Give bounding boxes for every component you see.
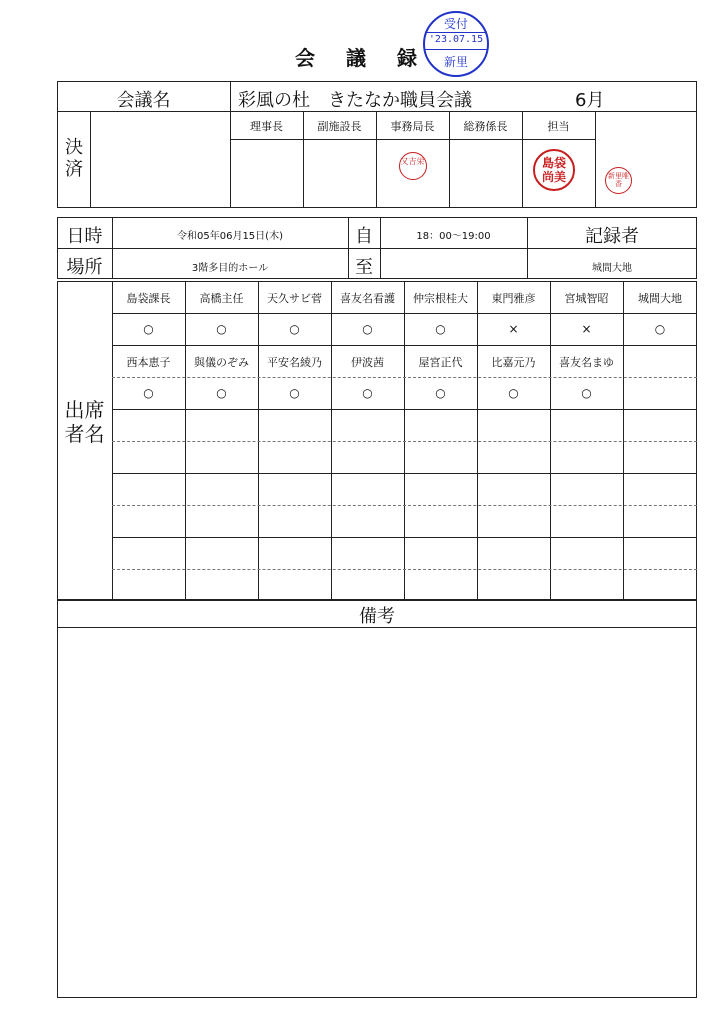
attendance-mark: ○ — [143, 322, 154, 336]
attendance-mark: ○ — [508, 386, 519, 400]
attendee-name: 仲宗根桂大 — [413, 292, 468, 305]
rule — [90, 111, 91, 208]
attendee-name: 西本恵子 — [126, 356, 171, 369]
seal-tanto: 島袋尚美 — [533, 149, 575, 191]
receipt-stamp — [423, 11, 489, 77]
attendance-mark: ○ — [143, 386, 154, 400]
rule — [112, 537, 697, 538]
attendee-name: 平安名綾乃 — [267, 356, 322, 369]
attendee-name: 城間大地 — [638, 292, 682, 305]
receipt-stamp-top: 受付 — [443, 17, 468, 31]
attendee-name: 東門雅彦 — [491, 292, 536, 305]
receipt-stamp-bottom: 新里 — [443, 55, 468, 69]
dashed-rule — [112, 441, 697, 442]
rule — [57, 248, 697, 249]
meeting-name-label: 会議名 — [116, 90, 171, 111]
role-rijicho: 理事長 — [250, 120, 283, 133]
attendance-mark: ○ — [289, 386, 300, 400]
meeting-name: 彩風の杜 きたなか職員会議 — [238, 90, 472, 111]
datetime-label: 日時 — [66, 226, 103, 247]
rule — [595, 111, 596, 208]
attendee-name: 高橋主任 — [199, 292, 244, 305]
time-range: 18：00〜19:00 — [416, 231, 491, 242]
attendance-mark: ○ — [435, 386, 446, 400]
attendee-name: 宮城智昭 — [564, 292, 609, 305]
to-label: 至 — [355, 257, 373, 278]
approval-label: 決済 — [65, 137, 83, 180]
attendee-name: 屋宮正代 — [418, 356, 463, 369]
rule — [112, 313, 697, 314]
role-jimukyokucho: 事務局長 — [390, 120, 435, 133]
meeting-month: 6月 — [575, 90, 605, 111]
dashed-rule — [112, 505, 697, 506]
page-title: 会 議 録 — [295, 46, 429, 70]
attendee-name: 伊波茜 — [351, 356, 384, 369]
recorder-name: 城間大地 — [592, 263, 632, 274]
attendee-name: 島袋課長 — [126, 292, 171, 305]
datetime-value: 令和05年06月15日(木) — [177, 231, 283, 242]
seal-extra: 新里唯香 — [605, 167, 632, 194]
attendance-mark: ○ — [581, 386, 592, 400]
dashed-rule — [112, 569, 697, 570]
attendance-mark: × — [508, 322, 519, 336]
attendance-mark: ○ — [216, 386, 227, 400]
receipt-stamp-divider — [425, 32, 487, 33]
place-label: 場所 — [66, 257, 103, 278]
rule — [230, 81, 231, 208]
remarks-label: 備考 — [359, 606, 395, 627]
rule — [112, 473, 697, 474]
attendance-mark: × — [581, 322, 592, 336]
attendee-name: 喜友名看護 — [340, 292, 395, 305]
remarks-area[interactable] — [58, 628, 696, 997]
rule — [230, 139, 595, 140]
role-somukakaricho: 総務係長 — [463, 120, 508, 133]
seal-jimukyokucho: 又吉栄 — [399, 152, 427, 180]
attendees-label: 出席者名 — [64, 398, 105, 446]
recorder-label: 記録者 — [585, 226, 639, 247]
rule — [112, 409, 697, 410]
receipt-stamp-date: '23.07.15 — [428, 34, 484, 45]
attendee-name: 與儀のぞみ — [194, 356, 249, 369]
rule — [112, 345, 697, 346]
attendance-mark: ○ — [362, 386, 373, 400]
attendance-mark: ○ — [654, 322, 666, 336]
attendance-mark: ○ — [362, 322, 373, 336]
attendance-mark: ○ — [216, 322, 227, 336]
attendance-mark: ○ — [289, 322, 300, 336]
attendee-name: 天久サビ菅 — [267, 292, 322, 305]
from-label: 自 — [355, 226, 373, 247]
place-value: 3階多目的ホール — [191, 263, 269, 274]
attendance-mark: ○ — [435, 322, 446, 336]
dashed-rule — [112, 377, 697, 378]
role-fukushisetsucho: 副施設長 — [317, 120, 362, 133]
attendee-name: 喜友名まゆ — [559, 356, 614, 369]
receipt-stamp-divider-2 — [425, 49, 487, 50]
attendee-name: 比嘉元乃 — [491, 356, 536, 369]
role-tanto: 担当 — [547, 120, 570, 133]
